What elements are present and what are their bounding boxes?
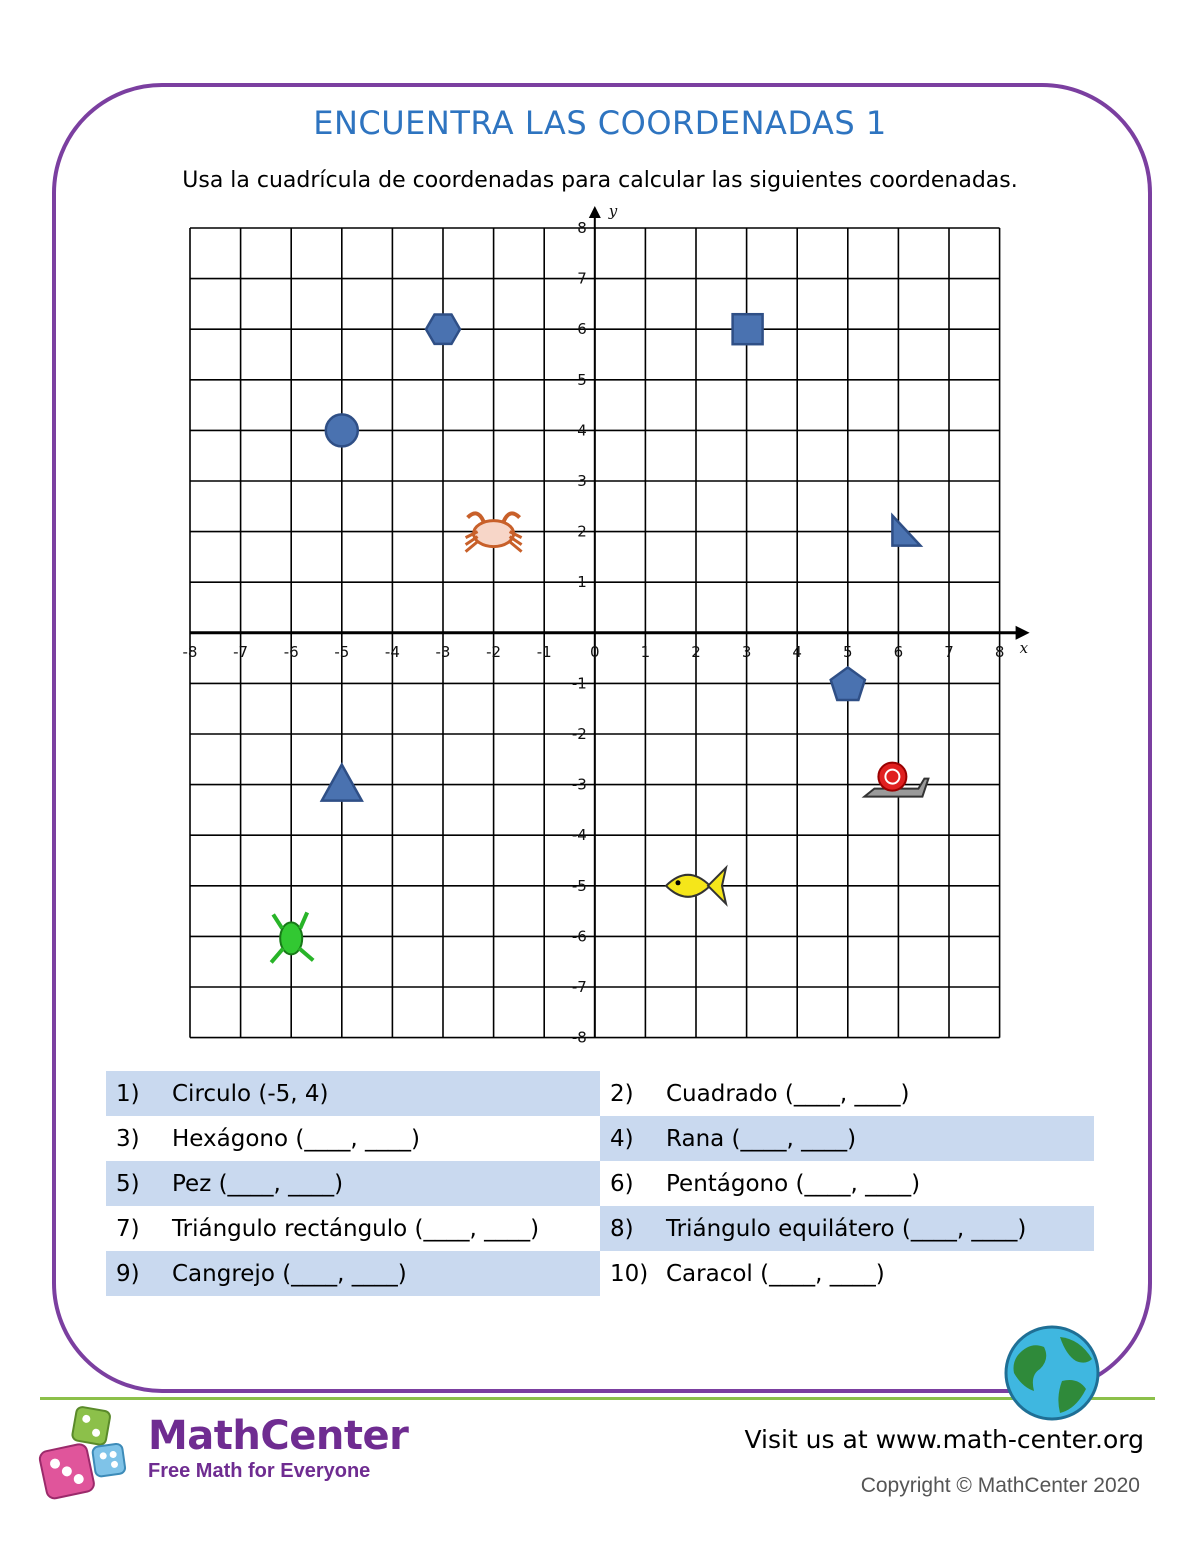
y-tick-label: 6 <box>577 320 587 339</box>
answer-text: Pentágono (____, ____) <box>666 1170 921 1197</box>
y-tick-label: -6 <box>571 927 587 946</box>
mathcenter-logo <box>148 1414 408 1483</box>
x-tick-label: 6 <box>893 642 904 661</box>
x-tick-label: 5 <box>843 642 853 661</box>
crab-icon <box>466 513 522 551</box>
answer-number: 3) <box>116 1125 140 1152</box>
footer-divider <box>40 1397 1155 1400</box>
answer-item <box>106 1071 600 1116</box>
y-axis-arrow <box>589 206 601 218</box>
x-axis-arrow <box>1016 626 1030 640</box>
answer-text: Cuadrado (____, ____) <box>666 1080 910 1107</box>
x-tick-label: -5 <box>334 642 350 661</box>
answer-number: 1) <box>116 1080 140 1107</box>
copyright-notice: Copyright © MathCenter 2020 <box>860 1474 1140 1497</box>
answer-row <box>106 1206 1094 1251</box>
y-tick-label: 7 <box>577 269 587 288</box>
circle-shape <box>326 414 358 446</box>
answer-item <box>106 1161 600 1206</box>
answer-row <box>106 1116 1094 1161</box>
x-axis-label: x <box>1019 638 1029 657</box>
y-tick-label: 5 <box>577 370 587 389</box>
answer-item <box>106 1116 600 1161</box>
answer-row <box>106 1161 1094 1206</box>
y-tick-label: -2 <box>571 725 587 743</box>
answer-text: Circulo (-5, 4) <box>172 1080 329 1107</box>
pentagon-shape <box>831 667 865 700</box>
x-tick-label: -7 <box>233 642 249 661</box>
answer-text: Hexágono (____, ____) <box>172 1125 420 1152</box>
square-shape <box>733 314 763 344</box>
x-tick-label: -4 <box>384 642 400 661</box>
answer-text: Triángulo rectángulo (____, ____) <box>172 1215 540 1242</box>
x-tick-label: 7 <box>944 642 954 661</box>
dice-logo-icon <box>36 1405 136 1500</box>
axes <box>190 202 1030 1038</box>
answer-item <box>600 1116 1094 1161</box>
x-tick-label: 4 <box>792 642 802 661</box>
answer-item <box>600 1071 1094 1116</box>
answer-table <box>106 1071 1094 1296</box>
answer-item <box>106 1251 600 1296</box>
brand-name: MathCenter <box>148 1413 409 1459</box>
answer-item <box>600 1161 1094 1206</box>
y-tick-label: -3 <box>571 775 587 794</box>
globe-icon <box>1000 1325 1106 1425</box>
x-tick-label: 8 <box>994 642 1005 661</box>
answer-number: 10) <box>610 1260 649 1287</box>
answer-row <box>106 1251 1094 1296</box>
answer-text: Triángulo equilátero (____, ____) <box>666 1215 1027 1242</box>
answer-text: Pez (____, ____) <box>172 1170 344 1197</box>
y-tick-label: -5 <box>571 876 587 895</box>
y-tick-label: 2 <box>577 522 587 541</box>
brand-tagline: Free Math for Everyone <box>148 1460 371 1482</box>
x-tick-label: 2 <box>691 642 701 661</box>
y-tick-label: -4 <box>571 826 587 845</box>
right-triangle-shape <box>892 516 920 546</box>
answer-number: 9) <box>116 1260 140 1287</box>
x-tick-label: 3 <box>741 642 752 661</box>
x-tick-label: -8 <box>182 642 198 661</box>
answer-text: Rana (____, ____) <box>666 1125 857 1152</box>
answer-item <box>600 1206 1094 1251</box>
answer-text: Caracol (____, ____) <box>666 1260 885 1287</box>
y-tick-label: 1 <box>577 573 587 592</box>
y-tick-label: 3 <box>577 472 587 490</box>
answer-number: 6) <box>610 1170 634 1197</box>
y-axis-label: y <box>608 202 618 220</box>
answer-number: 2) <box>610 1080 634 1107</box>
plotted-objects <box>271 314 928 962</box>
frog-icon <box>271 912 313 962</box>
y-tick-label: -8 <box>571 1028 587 1047</box>
answer-text: Cangrejo (____, ____) <box>172 1260 407 1287</box>
y-tick-label: 4 <box>577 421 587 440</box>
x-tick-label: -2 <box>486 642 502 661</box>
hexagon-shape <box>426 315 460 344</box>
x-tick-label: -3 <box>435 642 451 661</box>
y-tick-label: -1 <box>571 674 587 693</box>
x-tick-label: -6 <box>283 642 299 661</box>
y-tick-label: -7 <box>571 978 587 996</box>
worksheet-title: ENCUENTRA LAS COORDENADAS 1 <box>313 104 887 142</box>
worksheet-instructions: Usa la cuadrícula de coordenadas para calcular las siguientes coordenadas. <box>182 168 1018 193</box>
answer-row <box>106 1071 1094 1116</box>
y-tick-label: 8 <box>577 219 587 237</box>
answer-number: 4) <box>610 1125 634 1152</box>
x-tick-label: 1 <box>640 642 651 661</box>
answer-number: 5) <box>116 1170 140 1197</box>
website-link[interactable]: Visit us at www.math-center.org <box>744 1425 1144 1454</box>
snail-icon <box>864 763 928 797</box>
equilateral-triangle-shape <box>322 765 362 801</box>
x-tick-label: 0 <box>590 642 600 661</box>
answer-item <box>600 1251 1094 1296</box>
answer-number: 8) <box>610 1215 634 1242</box>
x-tick-label: -1 <box>536 642 552 661</box>
answer-item <box>106 1206 600 1251</box>
answer-number: 7) <box>116 1215 140 1242</box>
